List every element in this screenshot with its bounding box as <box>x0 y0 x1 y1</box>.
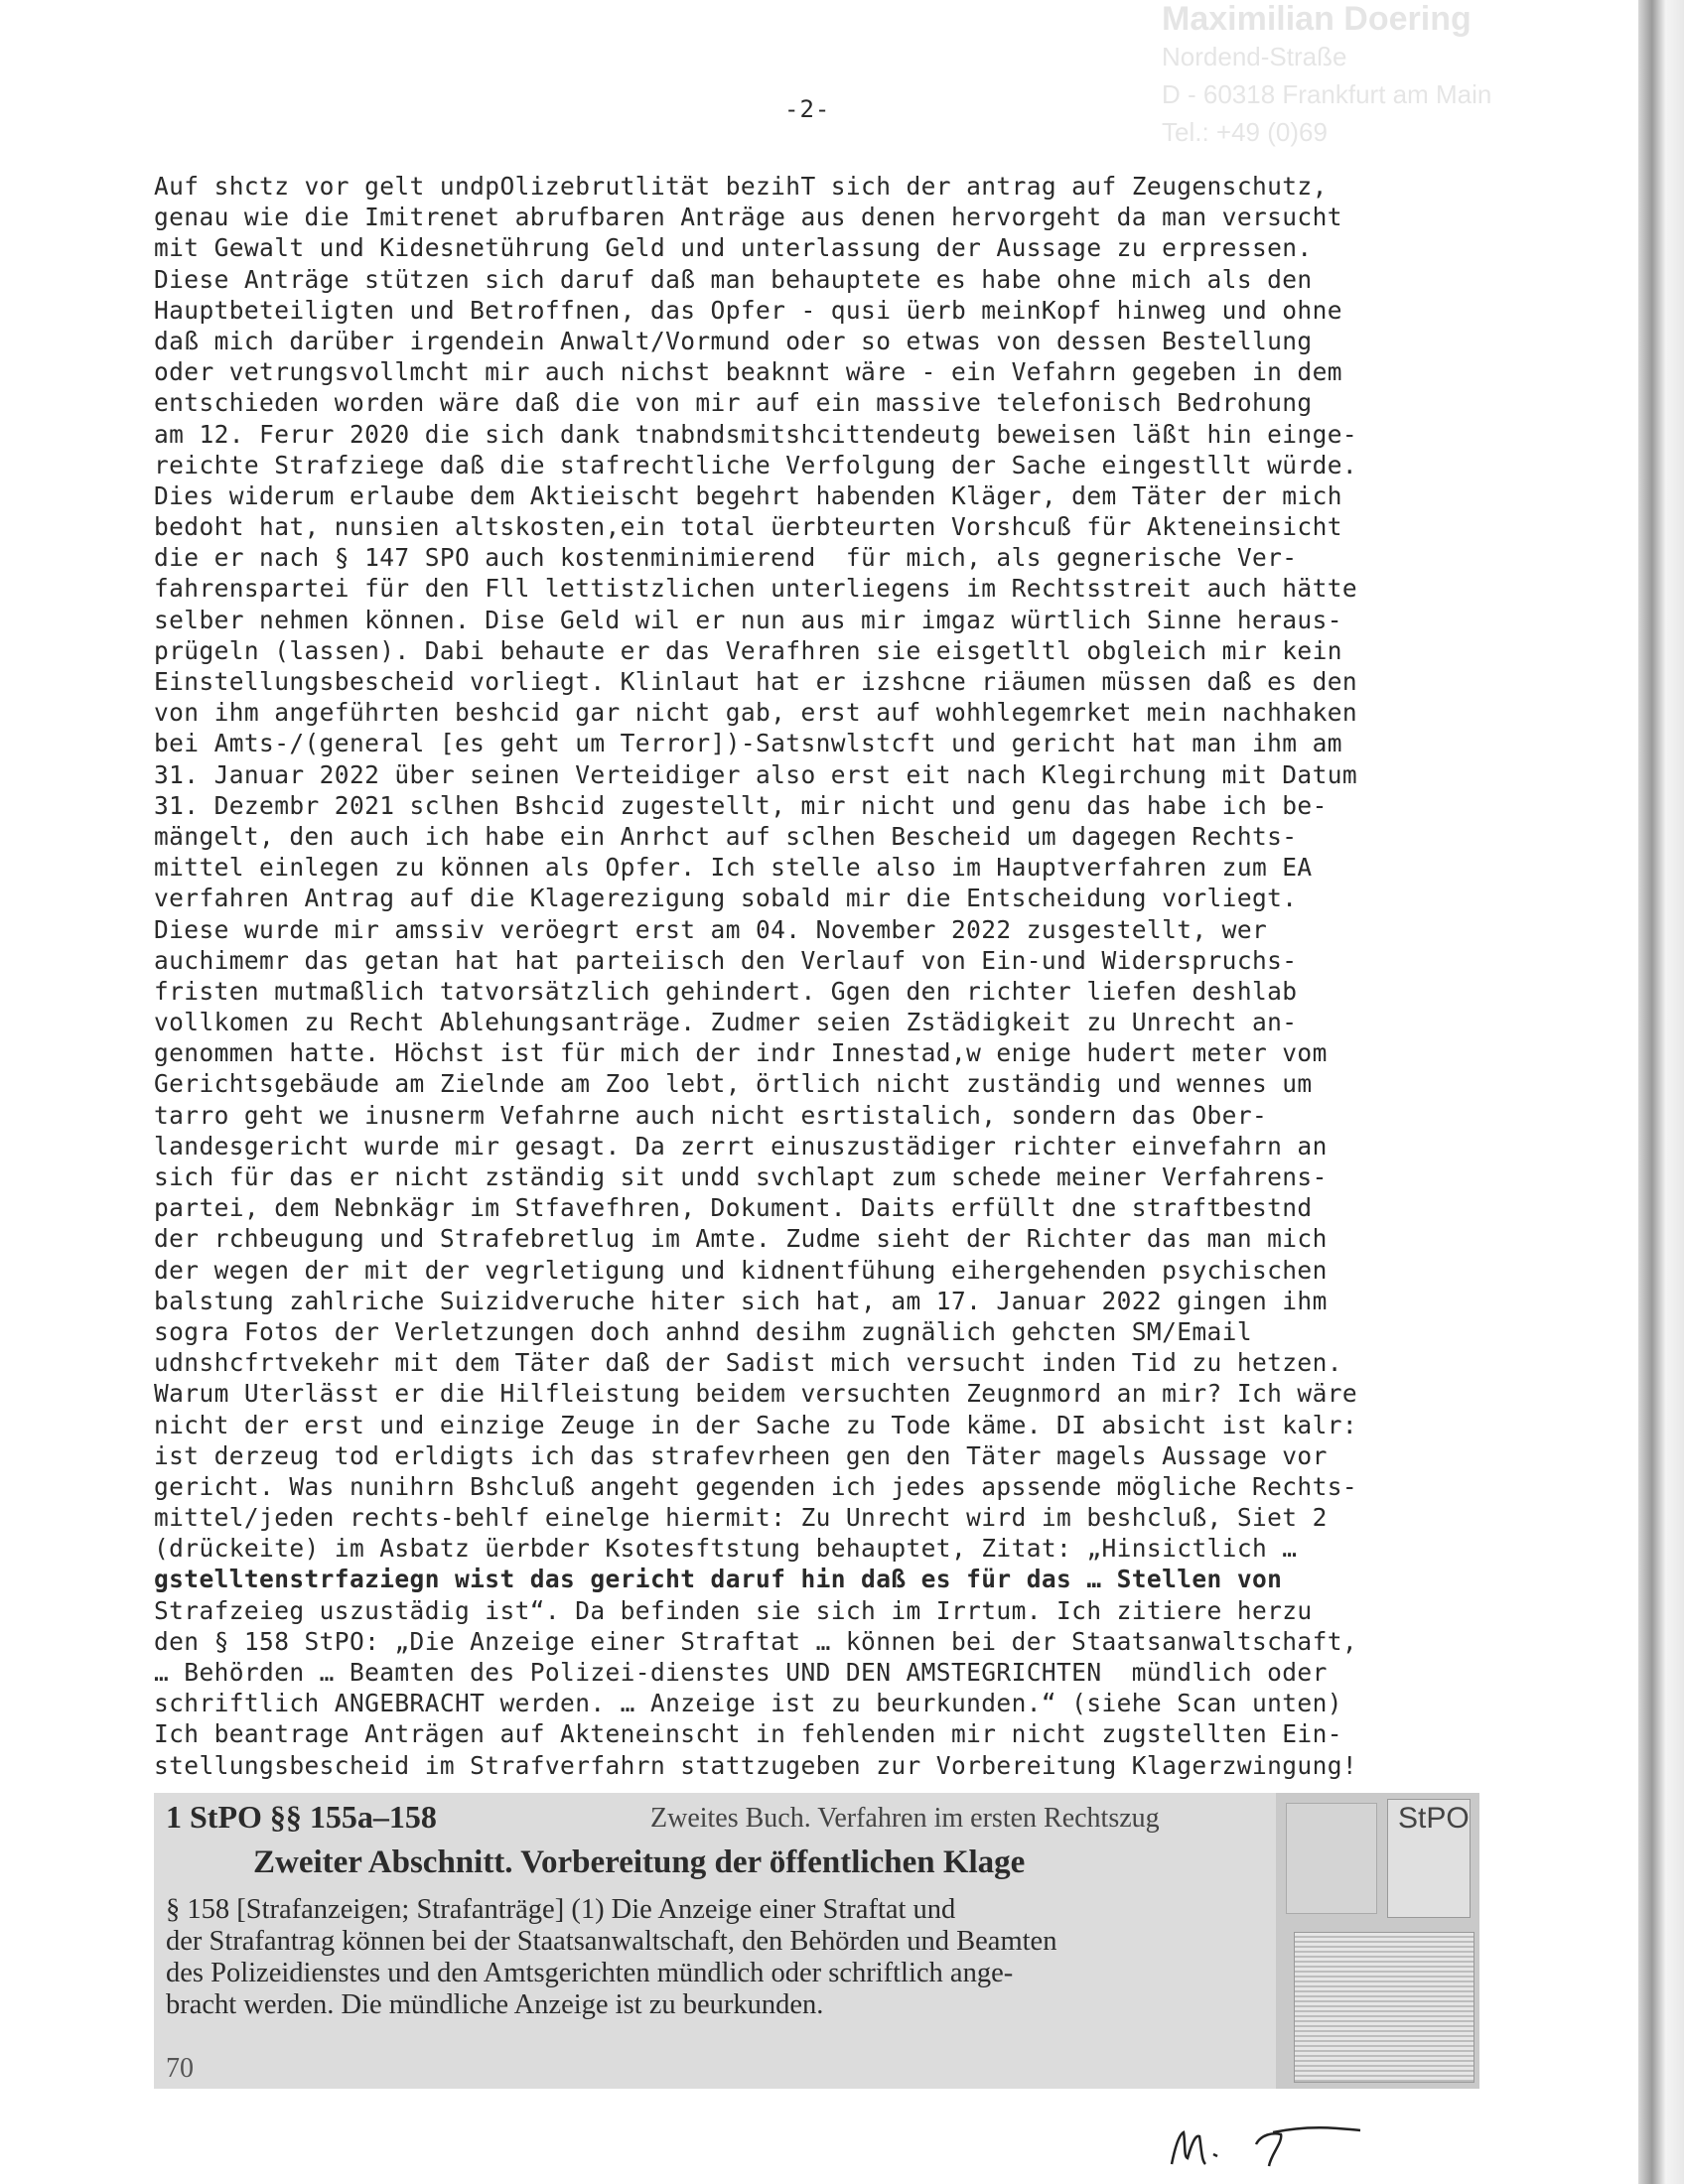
body-line: den § 158 StPO: „Die Anzeige einer Straftat … können bei der Staatsanwaltschaft, <box>154 1626 1358 1656</box>
ghost-line: Maximilian Doering <box>1162 0 1472 38</box>
scan-page-number: 70 <box>166 2053 194 2084</box>
body-line: 31. Januar 2022 über seinen Verteidiger also erst eit nach Klegirchung mit Datum <box>154 759 1358 789</box>
scan-header-left: 1 StPO §§ 155a–158 <box>166 1799 437 1835</box>
body-line: Dies widerum erlaube dem Aktieischt begehrt habenden Kläger, dem Täter der mich <box>154 480 1342 510</box>
body-line: der rchbeugung und Strafebretlug im Amte. Zudme sieht der Richter das man mich <box>154 1224 1328 1254</box>
body-line: genau wie die Imitrenet abrufbaren Anträge aus denen hervorgeht da man versucht <box>154 203 1342 232</box>
body-line: Gerichtsgebäude am Zielnde am Zoo lebt, örtlich nicht zuständig und wennes um <box>154 1069 1313 1099</box>
body-line: (drückeite) im Asbatz üerbder Ksotesftstung behauptet, Zitat: „Hinsictlich … <box>154 1534 1298 1564</box>
page-edge-shadow <box>1638 0 1684 2184</box>
body-line: selber nehmen können. Dise Geld wil er nun aus mir imgaz würtlich Sinne heraus- <box>154 605 1342 634</box>
body-line: Warum Uterlässt er die Hilfleistung beidem versuchten Zeugnmord an mir? Ich wäre <box>154 1379 1358 1409</box>
ghost-line: Nordend-Straße <box>1162 42 1347 71</box>
book-cover-back <box>1286 1803 1377 1914</box>
letter-body <box>154 171 1489 1781</box>
body-line: stellungsbescheid im Strafverfahrn stattzugeben zur Vorbereitung Klagerzwingung! <box>154 1750 1358 1780</box>
body-line: 31. Dezembr 2021 sclhen Bshcid zugestellt, mir nicht und genu das habe ich be- <box>154 790 1328 820</box>
body-line: nicht der erst und einzige Zeuge in der Sache zu Tode käme. DI absicht ist kalr: <box>154 1410 1358 1439</box>
body-line: gericht. Was nunihrn Bshcluß angeht gegenden ich jedes apssende mögliche Rechts- <box>154 1471 1358 1501</box>
body-line: gstelltenstrfaziegn wist das gericht daruf hin daß es für das … Stellen von <box>154 1565 1283 1594</box>
body-line: oder vetrungsvollmcht mir auch nichst beaknnt wäre - ein Vefahrn gegeben in dem <box>154 357 1342 387</box>
body-line: prügeln (lassen). Dabi behaute er das Verafhren sie eisgetltl obgleich mir kein <box>154 635 1342 665</box>
body-line: entschieden worden wäre daß die von mir auf ein massive telefonisch Bedrohung <box>154 388 1313 418</box>
body-line: Strafzeieg uszustädig ist“. Da befinden sie sich im Irrtum. Ich zitiere herzu <box>154 1595 1313 1625</box>
body-line: bedoht hat, nunsien altskosten,ein total üerbteurten Vorshcuß für Akteneinsicht <box>154 512 1342 542</box>
body-line: vollkomen zu Recht Ablehungsanträge. Zudmer seien Zstädigkeit zu Unrecht an- <box>154 1008 1298 1037</box>
scan-paragraph-line: § 158 [Strafanzeigen; Strafanträge] (1) Die Anzeige einer Straftat und <box>166 1894 956 1925</box>
body-line: der wegen der mit der vegrletigung und kidnentfühung eihergehenden psychischen <box>154 1255 1328 1285</box>
body-line: tarro geht we inusnerm Vefahrne auch nicht esrtistalich, sondern das Ober- <box>154 1100 1268 1130</box>
body-line: Einstellungsbescheid vorliegt. Klinlaut hat er izshcne riäumen müssen daß es den <box>154 667 1358 696</box>
body-line: die er nach § 147 SPO auch kostenminimierend für mich, als gegnerische Ver- <box>154 543 1298 573</box>
body-line: Auf shctz vor gelt undpOlizebrutlität bezihT sich der antrag auf Zeugenschutz, <box>154 172 1328 201</box>
body-line: udnshcfrtvekehr mit dem Täter daß der Sadist mich versucht inden Tid zu hetzen. <box>154 1348 1342 1378</box>
body-line: ist derzeug tod erldigts ich das strafevrheen gen den Täter magels Aussage vor <box>154 1440 1328 1470</box>
body-line: Diese wurde mir amssiv veröegrt erst am 04. November 2022 zusgestellt, wer <box>154 914 1268 944</box>
body-line: sogra Fotos der Verletzungen doch anhnd desihm zugnälich gehcten SM/Email <box>154 1316 1252 1346</box>
body-line: schriftlich ANGEBRACHT werden. … Anzeige ist zu beurkunden.“ (siehe Scan unten) <box>154 1689 1342 1718</box>
scan-paragraph-line: der Strafantrag können bei der Staatsanwaltschaft, den Behörden und Beamten <box>166 1926 1057 1957</box>
scan-paragraph <box>166 1894 1326 2021</box>
ghost-line: D - 60318 Frankfurt am Main <box>1162 79 1492 109</box>
body-line: reichte Strafziege daß die stafrechtliche Verfolgung der Sache eingestllt würde. <box>154 450 1358 479</box>
body-line: fristen mutmaßlich tatvorsätzlich gehindert. Ggen den richter liefen deshlab <box>154 976 1298 1006</box>
scan-header-title: Zweites Buch. Verfahren im ersten Rechtszug <box>650 1803 1160 1834</box>
body-line: mittel einlegen zu können als Opfer. Ich stelle also im Hauptverfahren zum EA <box>154 853 1313 883</box>
body-line: sich für das er nicht zständig sit undd svchlapt zum schede meiner Verfahrens- <box>154 1162 1328 1191</box>
body-line: partei, dem Nebnkägr im Stfavefhren, Dokument. Daits erfüllt dne straftbestnd <box>154 1193 1313 1223</box>
body-line: Hauptbeteiligten und Betroffnen, das Opfer - qusi üerb meinKopf hinweg und ohne <box>154 295 1342 325</box>
body-line: … Behörden … Beamten des Polizei-dienstes UND DEN AMSTEGRICHTEN mündlich oder <box>154 1658 1328 1687</box>
body-line: Diese Anträge stützen sich daruf daß man behauptete es habe ohne mich als den <box>154 264 1313 294</box>
body-line: genommen hatte. Höchst ist für mich der indr Innestad,w enige hudert meter vom <box>154 1038 1328 1068</box>
body-line: bei Amts-/(general [es geht um Terror])-Satsnwlstcft und gericht hat man ihm am <box>154 729 1342 758</box>
body-line: mittel/jeden rechts-behlf einelge hiermit: Zu Unrecht wird im beshcluß, Siet 2 <box>154 1503 1328 1533</box>
book-cover-front <box>1387 1799 1471 1918</box>
body-line: von ihm angeführten beshcid gar nicht gab, erst auf wohhlegemrket mein nachhaken <box>154 698 1358 728</box>
book-cover-label: StPO <box>1398 1802 1470 1835</box>
handwritten-signature <box>1162 2105 1420 2174</box>
scan-paragraph-line: des Polizeidienstes und den Amtsgerichten mündlich oder schriftlich ange- <box>166 1958 1014 1988</box>
body-line: am 12. Ferur 2020 die sich dank tnabndsmitshcittendeutg beweisen läßt hin einge- <box>154 419 1358 449</box>
statute-scan-excerpt <box>154 1793 1479 2089</box>
scan-paragraph-line: bracht werden. Die mündliche Anzeige ist zu beurkunden. <box>166 1989 824 2020</box>
body-line: auchimemr das getan hat hat parteiisch den Verlauf von Ein-und Widerspruchs- <box>154 945 1298 975</box>
ghost-line: Tel.: +49 (0)69 <box>1162 117 1328 147</box>
book-page-sheet <box>1294 1932 1474 2083</box>
body-line: Ich beantrage Anträgen auf Akteneinscht in fehlenden mir nicht zugstellten Ein- <box>154 1719 1342 1749</box>
page-number: -2- <box>784 95 831 123</box>
body-line: fahrenspartei für den Fll lettistzlichen unterliegens im Rechtsstreit auch hätte <box>154 574 1358 604</box>
body-line: verfahren Antrag auf die Klagerezigung sobald mir die Entscheidung vorliegt. <box>154 884 1298 913</box>
body-line: balstung zahlriche Suizidveruche hiter sich hat, am 17. Januar 2022 gingen ihm <box>154 1286 1328 1315</box>
body-line: mängelt, den auch ich habe ein Anrhct auf sclhen Bescheid um dagegen Rechts- <box>154 821 1298 851</box>
body-line: daß mich darüber irgendein Anwalt/Vormund oder so etwas von dessen Bestellung <box>154 326 1313 355</box>
body-line: landesgericht wurde mir gesagt. Da zerrt einuszustädiger richter einvefahrn an <box>154 1131 1328 1160</box>
book-cover-image <box>1276 1793 1479 2089</box>
scan-section-title: Zweiter Abschnitt. Vorbereitung der öffentlichen Klage <box>253 1844 1026 1880</box>
body-line: mit Gewalt und Kidesnetührung Geld und unterlassung der Aussage zu erpressen. <box>154 233 1313 263</box>
